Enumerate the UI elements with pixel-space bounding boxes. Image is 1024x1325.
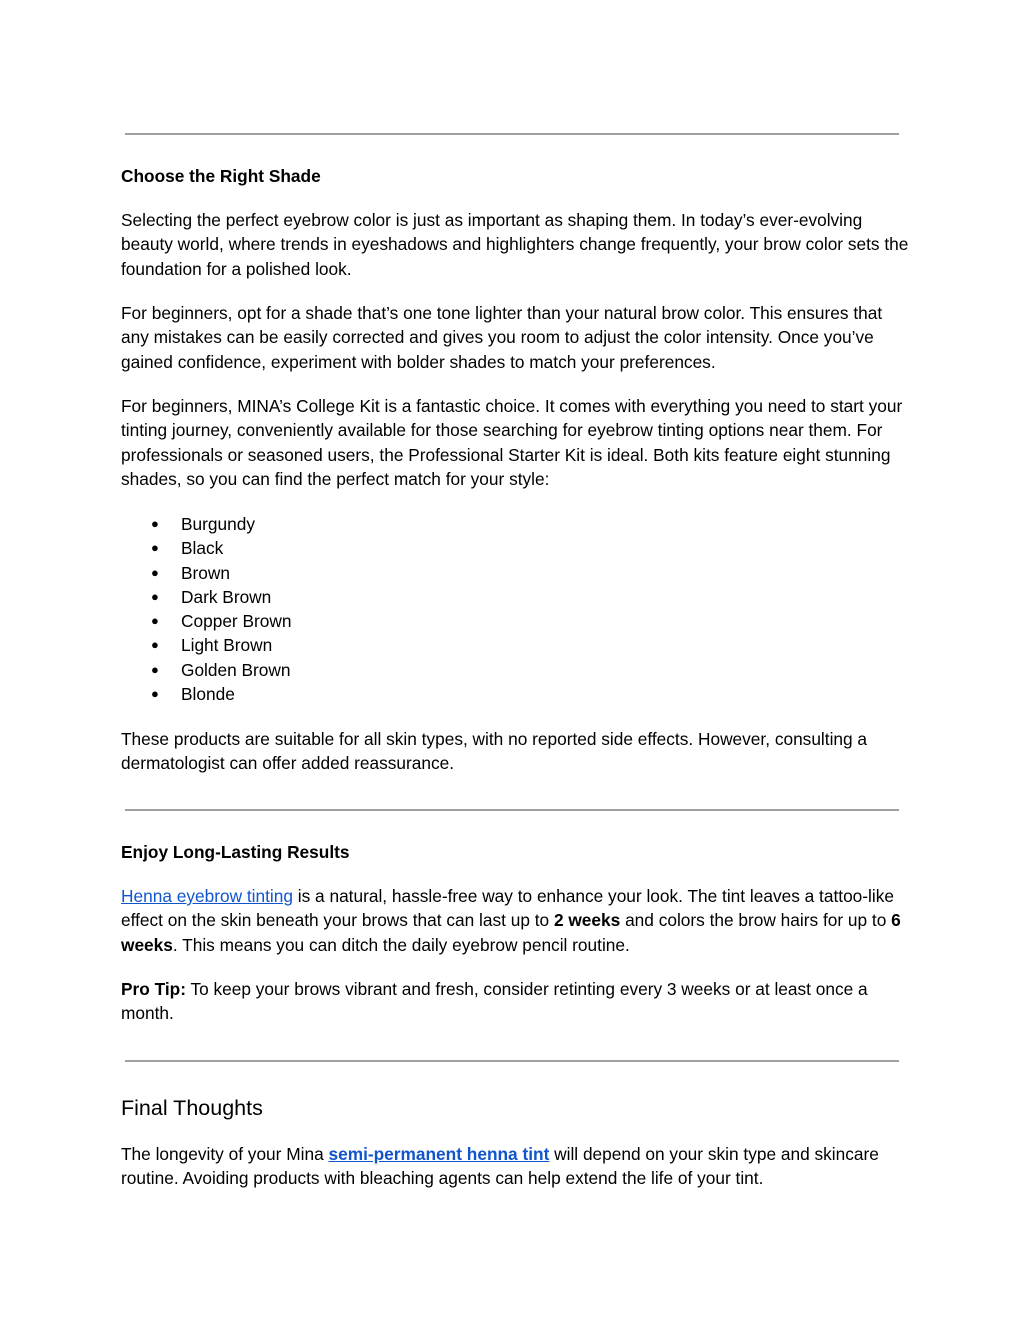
- text-segment: will depend on your skin type and skincare routine. Avoiding products with bleaching agents can help extend the life of your tint.: [121, 1144, 879, 1189]
- bullet-icon: ●: [151, 661, 159, 677]
- section-heading-long-lasting: Enjoy Long-Lasting Results: [121, 842, 350, 862]
- pro-tip-label: Pro Tip:: [121, 979, 186, 999]
- shade-name: Dark Brown: [181, 586, 272, 607]
- divider-bottom: [125, 1060, 899, 1062]
- section-heading-choose-shade: Choose the Right Shade: [121, 166, 321, 186]
- list-item: [121, 585, 911, 609]
- henna-eyebrow-tinting-link[interactable]: Henna eyebrow tinting: [121, 886, 293, 906]
- shade-name: Blonde: [181, 684, 235, 705]
- paragraph-kits: For beginners, MINA’s College Kit is a fantastic choice. It comes with everything you need to start your tinting journey, conveniently available for those searching for eyebrow tinting options near them. For professionals or seasoned users, the Professional Starter Kit is ideal. Both kits feature eight stunning shades, so you can find the perfect match for your style:: [121, 396, 903, 489]
- text-segment: The longevity of your Mina: [121, 1144, 329, 1164]
- shade-name: Brown: [181, 562, 230, 583]
- list-item: [121, 536, 911, 560]
- bullet-icon: ●: [151, 637, 159, 653]
- list-item: [121, 512, 911, 536]
- text-segment: is a natural, hassle-free way to enhance your look. The tint leaves a tattoo-like effect on the skin beneath your brows that can last up to: [121, 886, 894, 931]
- paragraph-henna-results: [121, 884, 911, 957]
- paragraph-skin-types: These products are suitable for all skin types, with no reported side effects. However, consulting a dermatologist can offer added reassurance.: [121, 729, 868, 774]
- shade-name: Golden Brown: [181, 659, 291, 680]
- list-item: [121, 682, 911, 706]
- pro-tip-text: To keep your brows vibrant and fresh, consider retinting every 3 weeks or at least once a month.: [121, 979, 868, 1024]
- divider-middle: [125, 809, 899, 811]
- shade-name: Light Brown: [181, 635, 273, 656]
- shade-name: Copper Brown: [181, 611, 292, 632]
- bullet-icon: ●: [151, 540, 159, 556]
- text-segment: . This means you can ditch the daily eyebrow pencil routine.: [172, 934, 630, 955]
- shade-name: Burgundy: [181, 514, 255, 534]
- paragraph-pro-tip: [121, 977, 911, 1026]
- list-item: [121, 561, 911, 585]
- bullet-icon: ●: [151, 613, 159, 629]
- shade-name: Black: [181, 538, 224, 559]
- bold-duration-hair: 6 weeks: [121, 910, 901, 955]
- list-item: [121, 658, 911, 682]
- semi-permanent-henna-tint-link[interactable]: semi-permanent henna tint: [328, 1144, 550, 1164]
- section-heading-final-thoughts: Final Thoughts: [121, 1096, 263, 1120]
- paragraph-beginner-shade: For beginners, opt for a shade that’s one tone lighter than your natural brow color. This ensures that any mistakes can be easily corrected and gives you room to adjust the color intensity. Once you’ve gained confidence, experiment with bolder shades to match your preferences.: [121, 303, 883, 372]
- shade-list: [121, 512, 911, 706]
- bullet-icon: ●: [151, 516, 159, 531]
- list-item: [121, 609, 911, 633]
- bold-duration-skin: 2 weeks: [553, 910, 621, 931]
- list-item: [121, 633, 911, 657]
- bullet-icon: ●: [151, 686, 159, 702]
- bullet-icon: ●: [151, 564, 159, 580]
- divider-top: [125, 133, 899, 135]
- paragraph-shade-intro: Selecting the perfect eyebrow color is just as important as shaping them. In today’s ever-evolving beauty world, where trends in eyeshadows and highlighters change frequently, your brow color sets the foundation for a polished look.: [121, 210, 909, 279]
- text-segment: and colors the brow hairs for up to: [620, 910, 892, 931]
- bullet-icon: ●: [151, 588, 159, 604]
- paragraph-longevity: [121, 1142, 911, 1191]
